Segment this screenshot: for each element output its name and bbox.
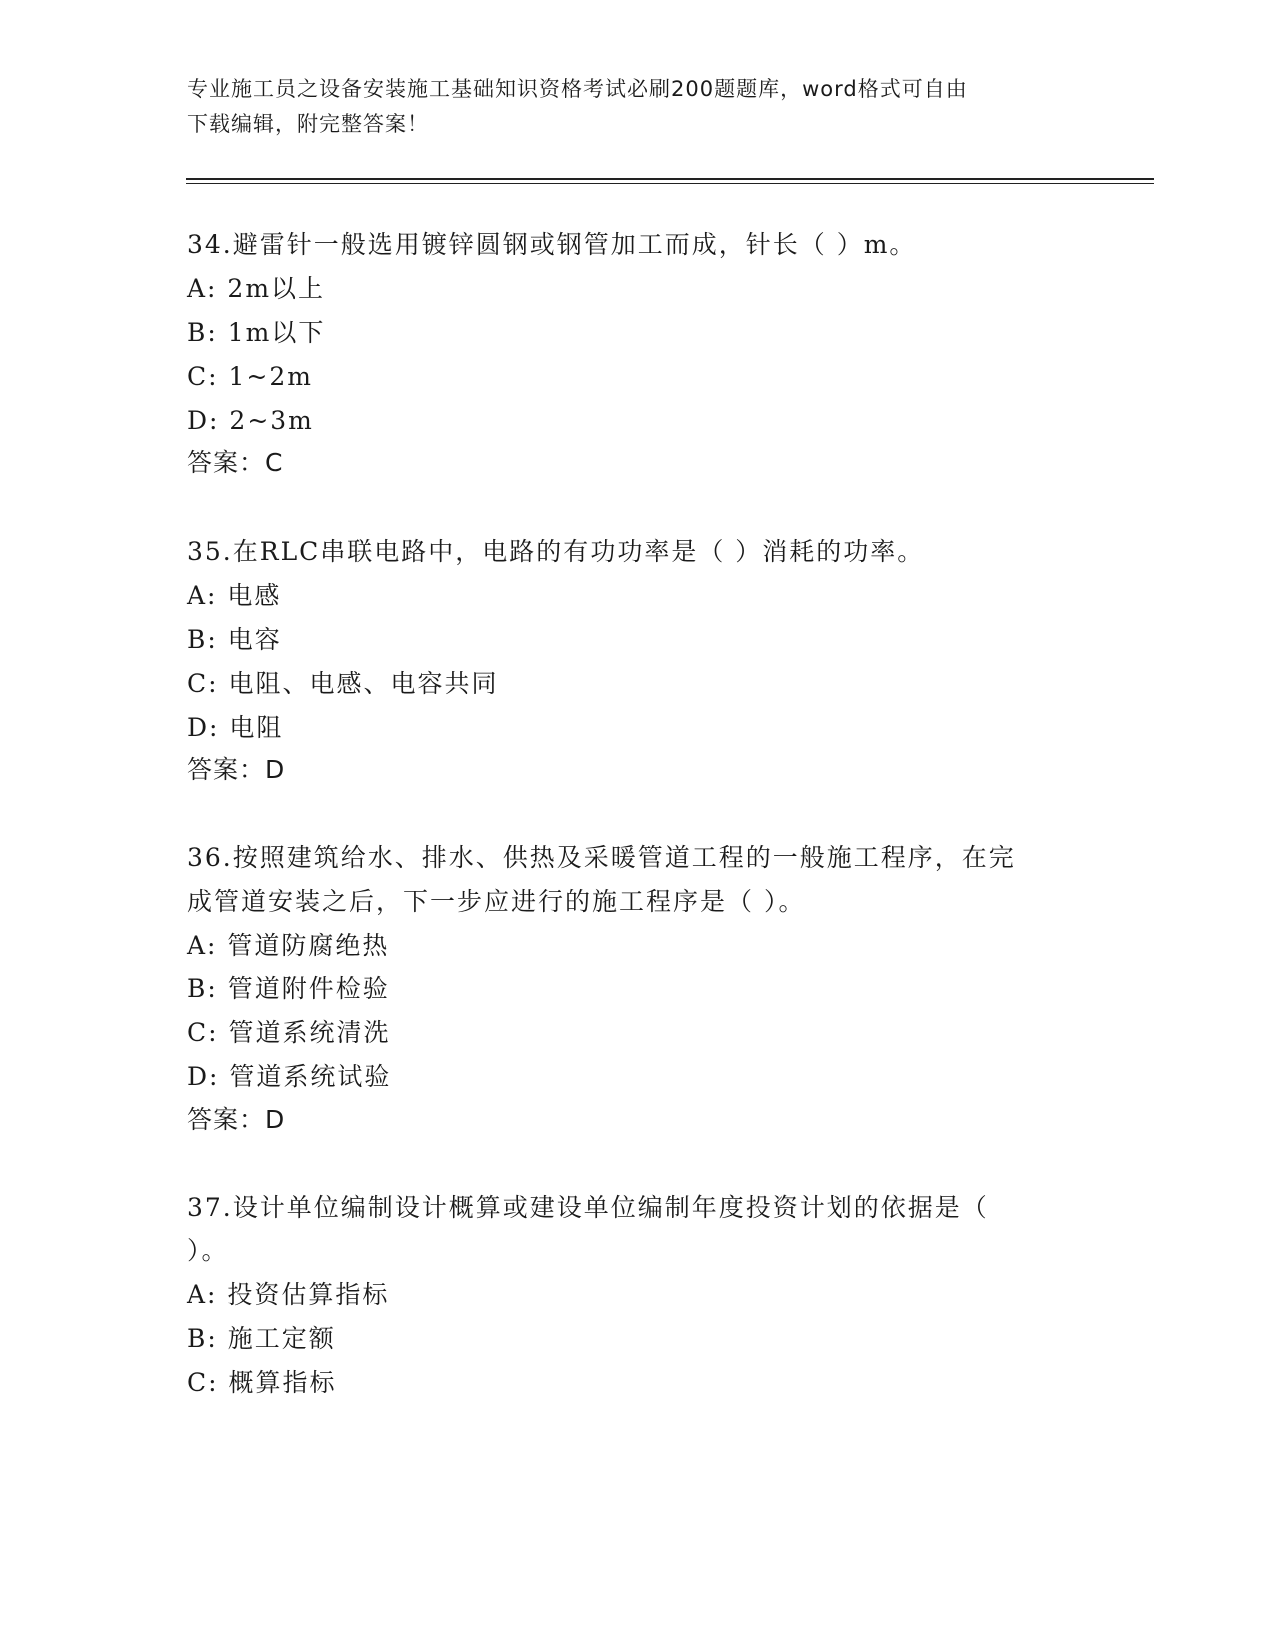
question-stem: 34.避雷针一般选用镀锌圆钢或钢管加工而成，针长（ ）m。	[187, 230, 917, 259]
question-stem-line-1: 37.设计单位编制设计概算或建设单位编制年度投资计划的依据是（	[187, 1193, 989, 1222]
answer: 答案：C	[187, 448, 284, 477]
document-header	[187, 72, 1087, 142]
option-c: C: 概算指标	[187, 1368, 337, 1397]
option-b: B: 管道附件检验	[187, 974, 390, 1003]
question-stem-line-1: 36.按照建筑给水、排水、供热及采暖管道工程的一般施工程序，在完	[187, 843, 1016, 872]
option-a: A: 2m以上	[187, 274, 326, 303]
option-c: C: 电阻、电感、电容共同	[187, 669, 499, 698]
header-divider-thin	[186, 183, 1154, 184]
option-b: B: 1m以下	[187, 318, 326, 347]
option-b: B: 电容	[187, 625, 282, 654]
answer: 答案：D	[187, 1105, 286, 1134]
option-d: D: 管道系统试验	[187, 1062, 392, 1091]
option-d: D: 2~3m	[187, 406, 314, 435]
header-line-1: 专业施工员之设备安装施工基础知识资格考试必刷200题题库，word格式可自由	[187, 77, 968, 101]
option-c: C: 1~2m	[187, 362, 313, 391]
option-a: A: 管道防腐绝热	[187, 931, 390, 960]
option-d: D: 电阻	[187, 713, 284, 742]
answer: 答案：D	[187, 755, 286, 784]
header-line-2: 下载编辑，附完整答案！	[187, 112, 429, 136]
option-a: A: 电感	[187, 581, 282, 610]
option-b: B: 施工定额	[187, 1324, 336, 1353]
option-c: C: 管道系统清洗	[187, 1018, 391, 1047]
option-a: A: 投资估算指标	[187, 1280, 390, 1309]
header-divider-thick	[186, 178, 1154, 180]
question-stem-line-2: ）。	[187, 1236, 229, 1265]
question-stem: 35.在RLC串联电路中，电路的有功功率是（ ）消耗的功率。	[187, 537, 925, 566]
question-stem-line-2: 成管道安装之后，下一步应进行的施工程序是（ ）。	[187, 887, 806, 916]
